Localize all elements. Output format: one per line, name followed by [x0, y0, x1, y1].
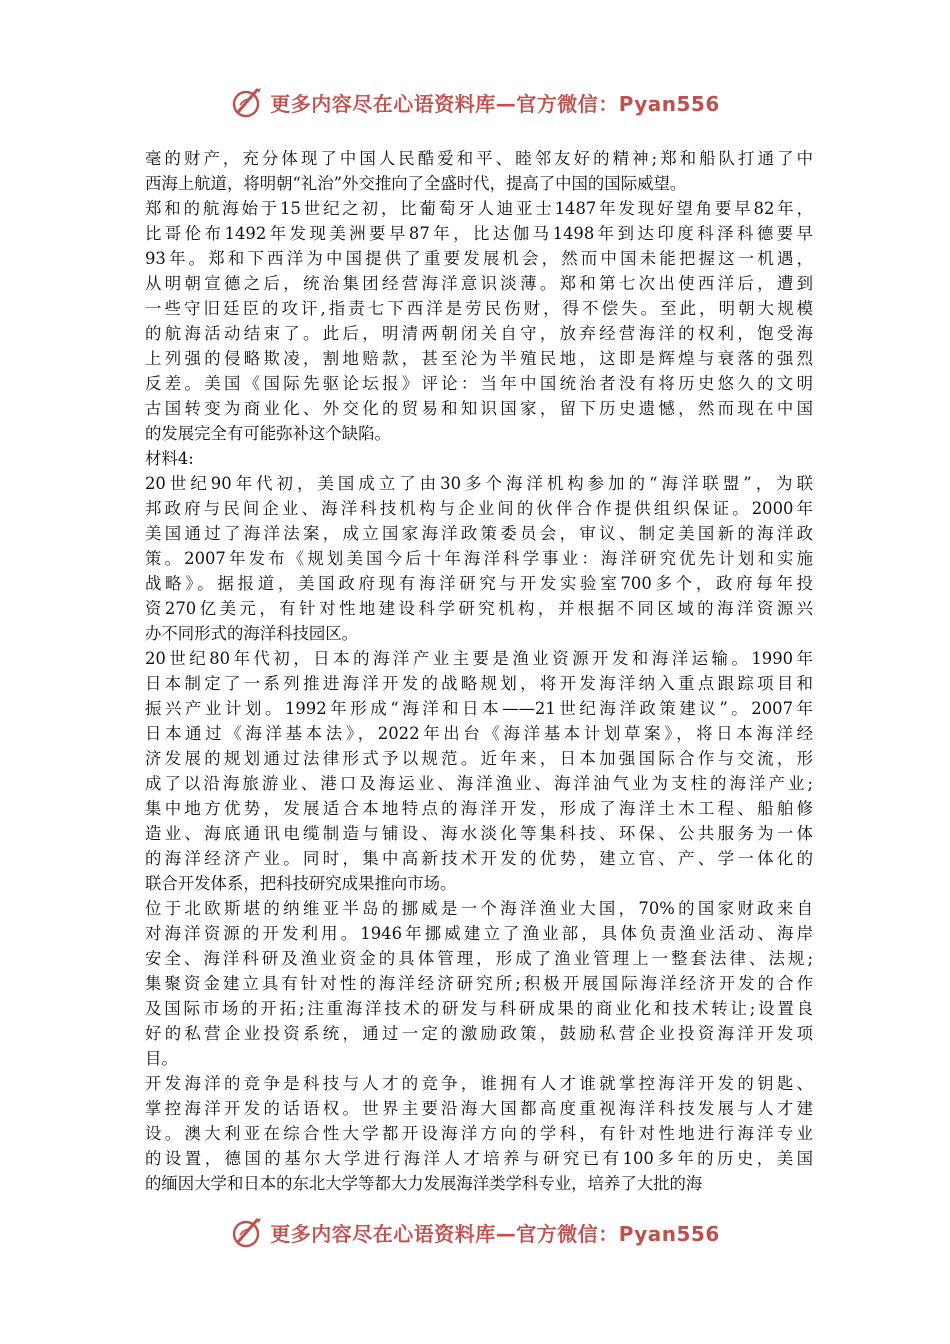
text-line: 比哥伦布1492年发现美洲要早87年，比达伽马1498年到达印度科泽科德要早 — [145, 224, 813, 243]
text-line: 掌控海洋开发的话语权。世界主要沿海大国都高度重视海洋科技发展与人才建 — [145, 1099, 813, 1118]
header-banner — [0, 82, 950, 122]
text-line: 从明朝宣德之后，统治集团经营海洋意识淡薄。郑和第七次出使西洋后，遭到 — [145, 274, 813, 293]
text-line: 的航海活动结束了。此后，明清两朝闭关自守，放弃经营海洋的权利，饱受海 — [145, 324, 813, 343]
text-line: 的设置，德国的基尔大学进行海洋人才培养与研究已有100多年的历史，美国 — [145, 1149, 813, 1168]
text-line: 资270亿美元，有针对性地建设科学研究机构，并根据不同区域的海洋资源兴 — [145, 599, 813, 618]
text-line: 的缅因大学和日本的东北大学等都大力发展海洋类学科专业，培养了大批的海 — [145, 1174, 703, 1193]
text-line: 造业、海底通讯电缆制造与铺设、海水淡化等集科技、环保、公共服务为一体 — [145, 824, 813, 843]
text-line: 毫的财产，充分体现了中国人民酷爱和平、睦邻友好的精神;郑和船队打通了中 — [145, 149, 813, 168]
text-line: 位于北欧斯堪的纳维亚半岛的挪威是一个海洋渔业大国，70%的国家财政来自 — [145, 899, 813, 918]
text-line: 的海洋经济产业。同时，集中高新技术开发的优势，建立官、产、学一体化的 — [145, 849, 813, 868]
text-line: 一些守旧廷臣的攻讦,指责七下西洋是劳民伤财，得不偿失。至此，明朝大规模 — [145, 299, 813, 318]
text-line: 材料4: — [145, 449, 194, 468]
text-line: 战略》。据报道，美国政府现有海洋研究与开发实验室700多个，政府每年投 — [145, 574, 813, 593]
text-line: 反差。美国《国际先驱论坛报》评论：当年中国统治者没有将历史悠久的文明 — [145, 374, 813, 393]
text-line: 的发展完全有可能弥补这个缺陷。 — [145, 424, 391, 443]
text-line: 20世纪90年代初，美国成立了由30多个海洋机构参加的“海洋联盟”，为联 — [145, 474, 813, 493]
quill-logo-icon — [230, 1215, 264, 1249]
header-banner-text: 更多内容尽在心语资料库—官方微信：Pyan556 — [270, 91, 720, 116]
text-line: 美国通过了海洋法案，成立国家海洋政策委员会，审议、制定美国新的海洋政 — [145, 524, 813, 543]
text-line: 目。 — [145, 1049, 178, 1068]
text-line: 古国转变为商业化、外交化的贸易和知识国家，留下历史遗憾，然而现在中国 — [145, 399, 813, 418]
text-line: 成了以沿海旅游业、港口及海运业、海洋渔业、海洋油气业为支柱的海洋产业; — [145, 774, 813, 793]
text-line: 及国际市场的开拓;注重海洋技术的研发与科研成果的商业化和技术转让;设置良 — [145, 999, 813, 1018]
text-line: 93年。郑和下西洋为中国提供了重要发展机会，然而中国未能把握这一机遇， — [145, 249, 813, 268]
text-line: 日本制定了一系列推进海洋开发的战略规划，将开发海洋纳入重点跟踪项目和 — [145, 674, 813, 693]
text-line: 邦政府与民间企业、海洋科技机构与企业间的伙伴合作提供组织保证。2000年 — [145, 499, 813, 518]
text-line: 集中地方优势，发展适合本地特点的海洋开发，形成了海洋土木工程、船舶修 — [145, 799, 813, 818]
text-line: 济发展的规划通过法律形式予以规范。近年来，日本加强国际合作与交流，形 — [145, 749, 813, 768]
text-line: 策。2007年发布《规划美国今后十年海洋科学事业：海洋研究优先计划和实施 — [145, 549, 813, 568]
footer-banner — [0, 1212, 950, 1252]
text-line: 上列强的侵略欺凌，割地赔款，甚至沦为半殖民地，这即是辉煌与衰落的强烈 — [145, 349, 813, 368]
text-line: 振兴产业计划。1992年形成“海洋和日本——21世纪海洋政策建议”。2007年 — [145, 699, 813, 718]
text-line: 安全、海洋科研及渔业资金的具体管理，形成了渔业管理上一整套法律、法规; — [145, 949, 813, 968]
text-line: 联合开发体系，把科技研究成果推向市场。 — [145, 874, 457, 893]
quill-logo-icon — [230, 85, 264, 119]
text-line: 集聚资金建立具有针对性的海洋经济研究所;积极开展国际海洋经济开发的合作 — [145, 974, 813, 993]
text-line: 日本通过《海洋基本法》，2022年出台《海洋基本计划草案》，将日本海洋经 — [145, 724, 813, 743]
text-line: 好的私营企业投资系统，通过一定的激励政策，鼓励私营企业投资海洋开发项 — [145, 1024, 813, 1043]
text-line: 开发海洋的竞争是科技与人才的竞争，谁拥有人才谁就掌控海洋开发的钥匙、 — [145, 1074, 813, 1093]
document-body — [145, 146, 813, 1196]
text-line: 对海洋资源的开发利用。1946年挪威建立了渔业部，具体负责渔业活动、海岸 — [145, 924, 813, 943]
text-line: 郑和的航海始于15世纪之初，比葡萄牙人迪亚士1487年发现好望角要早82年， — [145, 199, 813, 218]
text-line: 西海上航道，将明朝“礼治”外交推向了全盛时代，提高了中国的国际威望。 — [145, 174, 687, 193]
footer-banner-text: 更多内容尽在心语资料库—官方微信：Pyan556 — [270, 1221, 720, 1246]
text-line: 20世纪80年代初，日本的海洋产业主要是渔业资源开发和海洋运输。1990年 — [145, 649, 813, 668]
text-line: 设。澳大利亚在综合性大学都开设海洋方向的学科，有针对性地进行海洋专业 — [145, 1124, 813, 1143]
text-line: 办不同形式的海洋科技园区。 — [145, 624, 359, 643]
